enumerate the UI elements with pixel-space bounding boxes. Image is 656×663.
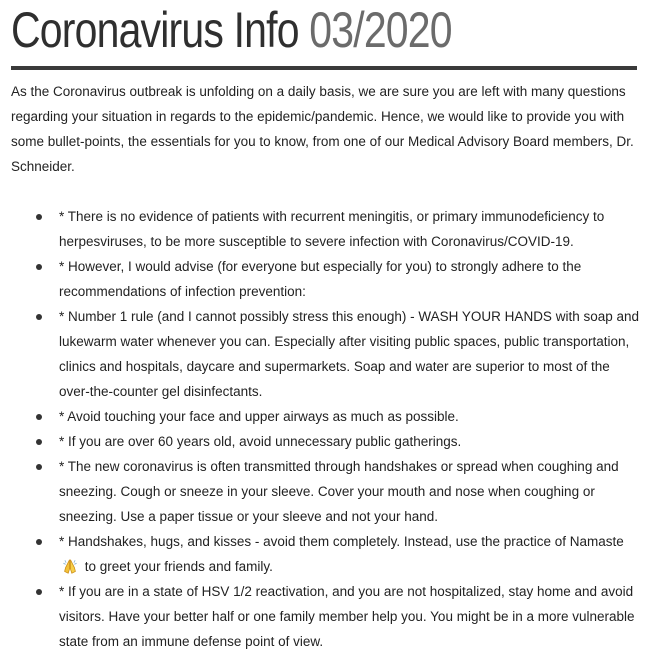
list-item-text: * Avoid touching your face and upper airways as much as possible. xyxy=(59,409,459,424)
folded-hands-icon xyxy=(61,557,79,575)
page-title xyxy=(11,2,452,58)
title-main: Coronavirus Info xyxy=(11,2,299,58)
list-item xyxy=(0,404,639,429)
bullet-dot xyxy=(36,539,42,545)
bullet-dot xyxy=(36,589,42,595)
advice-list xyxy=(0,204,656,654)
title-date: 03/2020 xyxy=(309,2,452,58)
list-item xyxy=(0,429,639,454)
title-divider xyxy=(11,66,637,70)
list-item-text: * Number 1 rule (and I cannot possibly stress this enough) - WASH YOUR HANDS with soap and lukewarm water whenever you can. Especially after visiting public spaces, public transportation, clinics and hospitals, daycare and supermarkets. Soap and water are superior to most of the over-the-counter gel disinfectants. xyxy=(59,309,639,399)
list-item-text: * There is no evidence of patients with recurrent meningitis, or primary immunodeficiency to herpesviruses, to be more susceptible to severe infection with Coronavirus/COVID-19. xyxy=(59,209,605,249)
bullet-dot xyxy=(36,464,42,470)
bullet-dot xyxy=(36,264,42,270)
list-item-text: * If you are over 60 years old, avoid unnecessary public gatherings. xyxy=(59,434,462,449)
list-item xyxy=(0,579,639,654)
list-item xyxy=(0,529,639,579)
list-item-text: * Handshakes, hugs, and kisses - avoid them completely. Instead, use the practice of Namaste xyxy=(59,534,624,549)
list-item-text: * However, I would advise (for everyone but especially for you) to strongly adhere to the recommendations of infection prevention: xyxy=(59,259,582,299)
bullet-dot xyxy=(36,439,42,445)
bullet-dot xyxy=(36,314,42,320)
list-item-text: * The new coronavirus is often transmitted through handshakes or spread when coughing and sneezing. Cough or sneeze in your sleeve. Cover your mouth and nose when coughing or sneezing. Use a paper tissue or your sleeve and not your hand. xyxy=(59,459,619,524)
bullet-dot xyxy=(36,414,42,420)
list-item xyxy=(0,254,639,304)
bullet-dot xyxy=(36,214,42,220)
list-item-text: * If you are in a state of HSV 1/2 reactivation, and you are not hospitalized, stay home and avoid visitors. Have your better half or one family member help you. You might be in a more vulnerable state from an immune defense point of view. xyxy=(59,584,635,649)
list-item xyxy=(0,304,639,404)
list-item-text: to greet your friends and family. xyxy=(84,559,273,574)
list-item xyxy=(0,454,639,529)
list-item xyxy=(0,204,639,254)
intro-paragraph: As the Coronavirus outbreak is unfolding on a daily basis, we are sure you are left with many questions regarding your situation in regards to the epidemic/pandemic. Hence, we would like to provide you with some bullet-points, the essentials for you to know, from one of our Medical Advisory Board members, Dr. Schneider. xyxy=(11,84,634,174)
